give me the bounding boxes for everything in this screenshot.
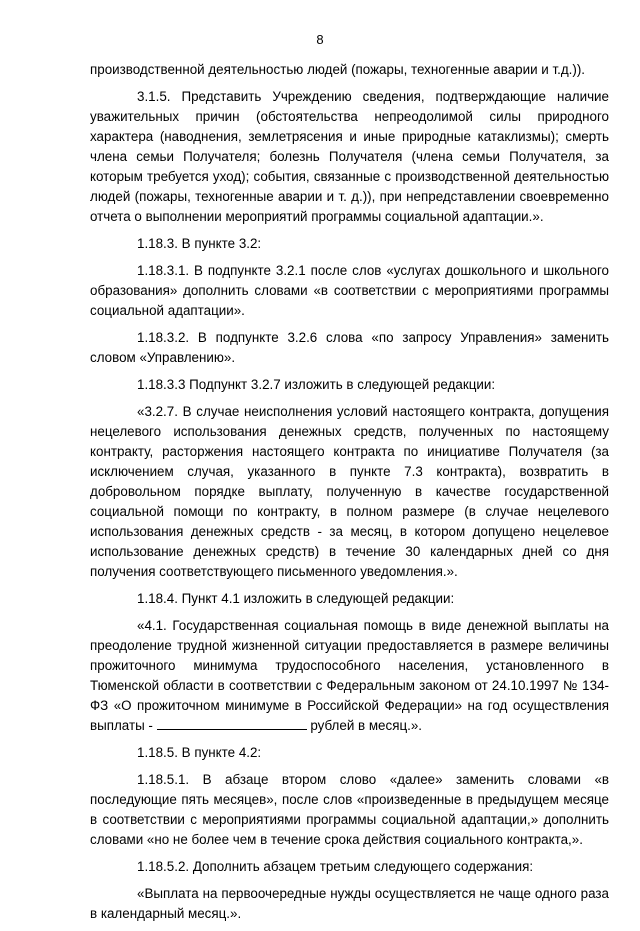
paragraph-4-1-tail: рублей в месяц.». <box>306 718 423 733</box>
paragraph-1-18-5-1: 1.18.5.1. В абзаце втором слово «далее» заменить словами «в последующие пять месяцев», после слов «произведенные в предыдущем месяце в соответствии с мероприятиями программы социальной адаптации,» дополнить словами «но не более чем в течение срока действия социального контракта,». <box>90 772 609 847</box>
page-number: 8 <box>316 32 324 47</box>
paragraph-4-1-quote <box>90 616 609 736</box>
paragraph-1-18-3: 1.18.3. В пункте 3.2: <box>137 236 262 251</box>
document-body <box>90 60 609 931</box>
paragraph-4-1-text: «4.1. Государственная социальная помощь в виде денежной выплаты на преодоление трудной жизненной ситуации предоставляется в размере величины прожиточного минимума трудоспособного населения, установленного в Тюменской области в соответствии с Федеральным законом от 24.10.1997 № 134-ФЗ «О прожиточном минимуме в Российской Федерации» на год осуществления выплаты - <box>90 618 609 733</box>
paragraph-1-18-5-2: 1.18.5.2. Дополнить абзацем третьим следующего содержания: <box>137 859 534 874</box>
paragraph-1-18-5: 1.18.5. В пункте 4.2: <box>137 745 262 760</box>
paragraph-3-1-5: 3.1.5. Представить Учреждению сведения, подтверждающие наличие уважительных причин (обстоятельства непреодолимой силы природного характера (наводнения, землетрясения и иные природные катаклизмы); смерть члена семьи Получателя; болезнь Получателя (члена семьи Получателя, за которым требуется уход); события, связанные с производственной деятельностью людей (пожары, техногенные аварии и т. д.)), при непредставлении своевременно отчета о выполнении мероприятий программы социальной адаптации.». <box>90 89 609 224</box>
paragraph-payment-quote: «Выплата на первоочередные нужды осуществляется не чаще одного раза в календарный месяц.». <box>90 886 609 921</box>
amount-blank-line <box>157 717 307 730</box>
paragraph-1-18-3-1: 1.18.3.1. В подпункте 3.2.1 после слов «услугах дошкольного и школьного образования» дополнить словами «в соответствии с мероприятиями программы социальной адаптации». <box>90 263 609 318</box>
paragraph-1-18-3-3: 1.18.3.3 Подпункт 3.2.7 изложить в следующей редакции: <box>137 377 496 392</box>
paragraph-1-18-4: 1.18.4. Пункт 4.1 изложить в следующей редакции: <box>137 591 455 606</box>
paragraph-1-18-3-2: 1.18.3.2. В подпункте 3.2.6 слова «по запросу Управления» заменить словом «Управлению». <box>90 330 609 365</box>
paragraph-3-2-7-quote: «3.2.7. В случае неисполнения условий настоящего контракта, допущения нецелевого использования денежных средств, полученных по настоящему контракту, расторжения настоящего контракта по инициативе Получателя (за исключением случая, указанного в пункте 7.3 контракта), возвратить в добровольном порядке выплату, полученную в качестве государственной социальной помощи по контракту, в полном размере (в случае нецелевого использования денежных средств - за месяц, в котором допущено нецелевое использование денежных средств) в течение 30 календарных дней со дня получения соответствующего письменного уведомления.». <box>90 404 609 579</box>
paragraph-continuation: производственной деятельностью людей (пожары, техногенные аварии и т.д.)). <box>90 62 586 77</box>
